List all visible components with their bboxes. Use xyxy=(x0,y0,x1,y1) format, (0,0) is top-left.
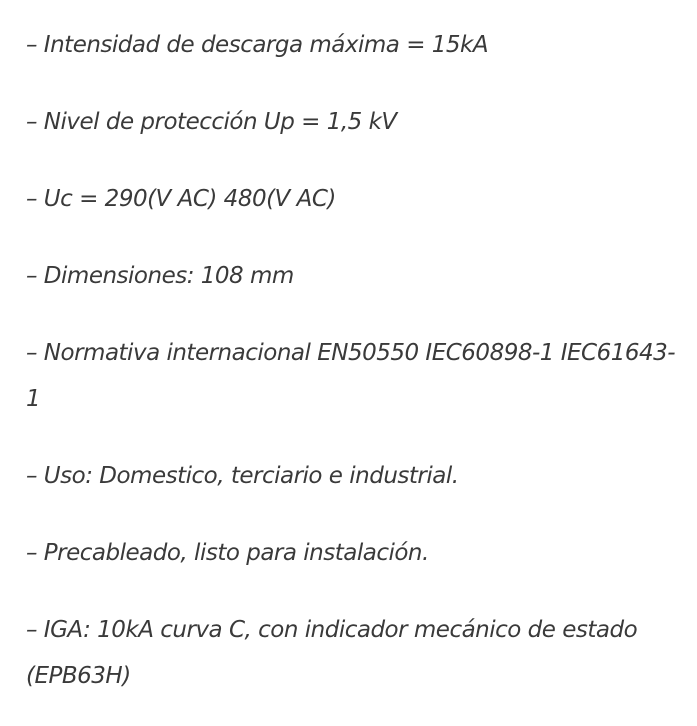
spec-list xyxy=(26,22,686,699)
spec-standards: – Normativa internacional EN50550 IEC60898-1 IEC61643-1 xyxy=(26,340,676,412)
spec-uc-voltage: – Uc = 290(V AC) 480(V AC) xyxy=(26,186,336,212)
spec-dimensions: – Dimensiones: 108 mm xyxy=(26,263,294,289)
spec-prewired: – Precableado, listo para instalación. xyxy=(26,540,429,566)
spec-discharge-current: – Intensidad de descarga máxima = 15kA xyxy=(26,32,489,58)
spec-protection-level: – Nivel de protección Up = 1,5 kV xyxy=(26,109,397,135)
spec-usage: – Uso: Domestico, terciario e industrial. xyxy=(26,463,459,489)
spec-iga: – IGA: 10kA curva C, con indicador mecánico de estado (EPB63H) xyxy=(26,617,638,689)
